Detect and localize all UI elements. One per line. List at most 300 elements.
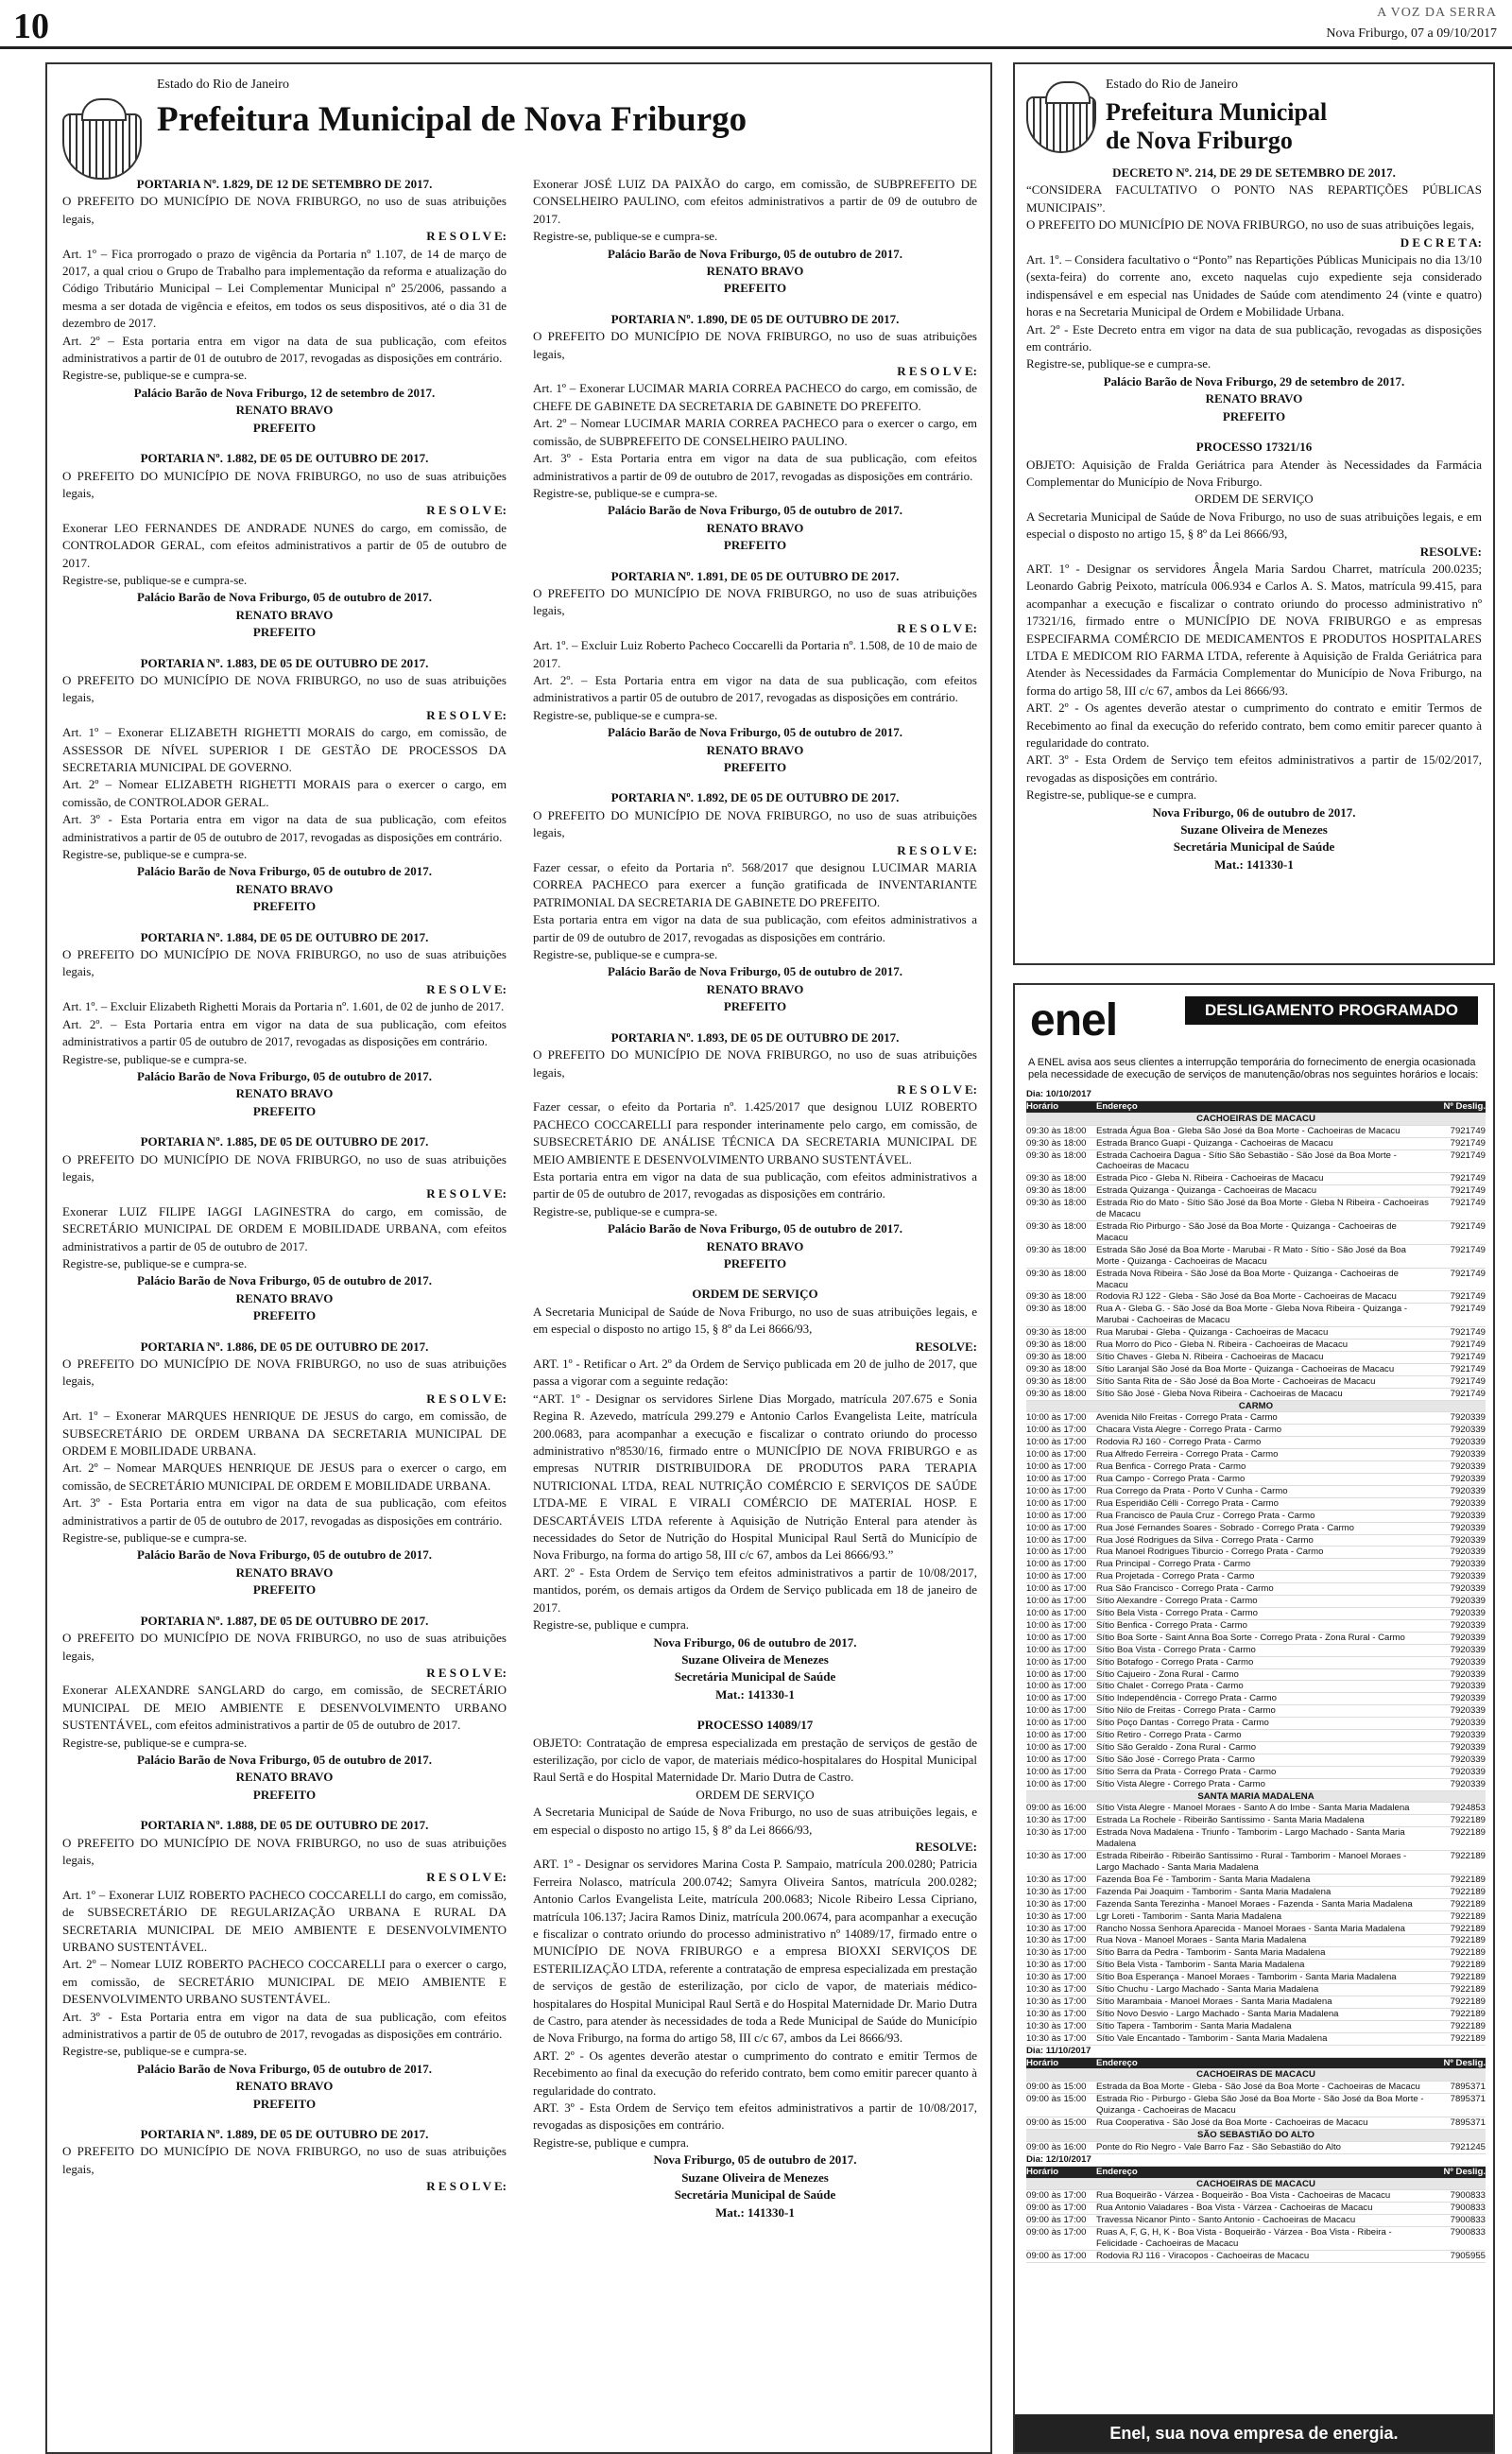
- outage-intro: A ENEL avisa aos seus clientes a interrupção temporária do fornecimento de energia ocasionada pela necessidade de execução de serviços de manutenção/obras nos seguintes horários e locais:: [1028, 1057, 1479, 1080]
- outage-address: Estrada Rio Pirburgo - São José da Boa Morte - Quizanga - Cachoeiras de Macacu: [1096, 1220, 1397, 1243]
- outage-number: 7921749: [1450, 1185, 1486, 1197]
- outage-row: [1026, 1498, 1486, 1511]
- notice-paragraph: PORTARIA Nº. 1.887, DE 05 DE OUTUBRO DE 2017.: [140, 1613, 429, 1628]
- notice-paragraph: Exonerar ALEXANDRE SANGLARD do cargo, em comissão, de SECRETÁRIO MUNICIPAL DE MEIO AMBIENTE E DESENVOLVIMENTO URBANO SUSTENTÁVEL, com efeitos administrativos a partir de 05 de outubro de 2017.: [62, 1683, 507, 1733]
- outage-address: Estrada Ribeirão - Ribeirão Santíssimo - Rural - Tamborim - Manoel Moraes - Largo Machado - Santa Maria Madalena: [1096, 1851, 1407, 1873]
- notice-paragraph: ART. 2º - Os agentes deverão atestar o cumprimento do contrato e emitir Termos de Recebimento ao final da execução do referido contrato, bem como emitir parecer quanto à regularidade do contrato.: [533, 2048, 977, 2098]
- notice-paragraph: RENATO BRAVO: [235, 607, 334, 622]
- outage-time: 09:30 às 18:00: [1026, 1173, 1087, 1184]
- outage-time: 10:00 às 17:00: [1026, 1522, 1087, 1533]
- outage-address: Fazenda Boa Fé - Tamborim - Santa Maria Madalena: [1096, 1874, 1311, 1885]
- outage-address: Rua Esperidião Célli - Corrego Prata - Carmo: [1096, 1497, 1280, 1509]
- outage-number: 7895371: [1450, 2082, 1486, 2093]
- outage-row: [1026, 2082, 1486, 2094]
- outage-number: 7920339: [1450, 1718, 1486, 1729]
- notice-paragraph: Secretária Municipal de Saúde: [674, 1669, 836, 1685]
- notice-paragraph: Art. 1º. – Considera facultativo o “Ponto” nas Repartições Públicas Municipais no dia 13/10 (sexta-feira) do corrente ano, exceto naquelas cujo expediente seja considerado indispensável e em especial nas Unidades de Saúde com atendimento 24 (vinte e quatro) horas e na Secretaria Municipal de Ordem e Mobilidade Urbana.: [1026, 252, 1482, 320]
- outage-time: 09:30 às 18:00: [1026, 1351, 1087, 1362]
- outage-number: 7922189: [1450, 1947, 1486, 1959]
- spacer: [533, 298, 977, 311]
- outage-time: 10:00 às 17:00: [1026, 1425, 1087, 1436]
- notice-paragraph: Fazer cessar, o efeito da Portaria nº. 1.425/2017 que designou LUIZ ROBERTO PACHECO COCCARELLI para responder interinamente pelo cargo, em comissão, de SUBSECRETÁRIO DE ANÁLISE TÉCNICA DA SECRETARIA MUNICIPAL DE MEIO AMBIENTE E DESENVOLVIMENTO URBANO SUSTENTÁVEL.: [533, 1099, 977, 1167]
- outage-time: 09:30 às 18:00: [1026, 1339, 1087, 1351]
- outage-number: 7922189: [1450, 1827, 1486, 1839]
- outage-address: Sítio Boa Vista - Corrego Prata - Carmo: [1096, 1644, 1256, 1655]
- outage-number: 7920339: [1450, 1644, 1486, 1655]
- outage-time: 09:00 às 17:00: [1026, 2227, 1087, 2238]
- outage-row: [1026, 1754, 1486, 1767]
- outage-time: 09:30 às 18:00: [1026, 1125, 1087, 1136]
- outage-time: 09:30 às 18:00: [1026, 1220, 1087, 1232]
- outage-number: 7921749: [1450, 1125, 1486, 1136]
- spacer: [62, 2113, 507, 2126]
- outage-number: 7921749: [1450, 1173, 1486, 1184]
- outage-number: 7920339: [1450, 1632, 1486, 1643]
- outage-time: 10:00 às 17:00: [1026, 1449, 1087, 1460]
- outage-time: 10:00 às 17:00: [1026, 1474, 1087, 1484]
- outage-time: 10:00 às 17:00: [1026, 1547, 1087, 1558]
- outage-number: 7905955: [1450, 2251, 1486, 2261]
- outage-address: Rua Alfredo Ferreira - Corrego Prata - Carmo: [1096, 1449, 1279, 1460]
- enel-slogan: Enel, sua nova empresa de energia.: [1015, 2414, 1493, 2452]
- notice-paragraph: Registre-se, publique-se e cumpra-se.: [533, 707, 718, 722]
- outage-city-group: [1026, 1401, 1486, 1413]
- notice-paragraph: Palácio Barão de Nova Friburgo, 05 de outubro de 2017.: [136, 590, 433, 605]
- outage-time: 10:00 às 17:00: [1026, 1754, 1087, 1765]
- notice-paragraph: OBJETO: Aquisição de Fralda Geriátrica para Atender às Necessidades da Farmácia Complementar do Município de Nova Friburgo.: [1026, 457, 1482, 489]
- notice-paragraph: ORDEM DE SERVIÇO: [696, 1787, 815, 1802]
- outage-row: [1026, 1960, 1486, 1972]
- notice-paragraph: R E S O L V E:: [897, 620, 977, 635]
- outage-number: 7922189: [1450, 1996, 1486, 2007]
- notice-paragraph: Exonerar LUIZ FILIPE IAGGI LAGINESTRA do cargo, em comissão, de SECRETÁRIO MUNICIPAL DE ORDEM E MOBILIDADE URBANA, com efeitos administrativos a partir de 05 de outubro de 2017.: [62, 1203, 507, 1253]
- outage-number: 7921749: [1450, 1244, 1486, 1255]
- outage-address: Rua A - Gleba G. - São José da Boa Morte - Gleba Nova Ribeira - Quizanga - Marubai - Cachoeiras de Macacu: [1096, 1304, 1408, 1326]
- notice-paragraph: OBJETO: Contratação de empresa especializada em prestação de serviços de gestão de esterilização, por ciclo de vapor, de materiais médico-hospitalares do Hospital Municipal Raul Sertã e do Hospital Maternidade Dr. Mario Dutra de Castro.: [533, 1735, 977, 1785]
- outage-table-header: [1026, 2058, 1486, 2070]
- outage-address: Sítio Nilo de Freitas - Corrego Prata - Carmo: [1096, 1705, 1276, 1717]
- outage-address: Estrada Pico - Gleba N. Ribeira - Cachoeiras de Macacu: [1096, 1173, 1324, 1184]
- spacer: [62, 1325, 507, 1339]
- notice-paragraph: PORTARIA Nº. 1.884, DE 05 DE OUTUBRO DE 2017.: [140, 929, 429, 944]
- notice-paragraph: Fazer cessar, o efeito da Portaria nº. 568/2017 que designou LUCIMAR MARIA CORREA PACHECO para exercer a função gratificada de INVENTARIANTE PATRIMONIAL DA SECRETARIA DE GABINETE DO PREFEITO.: [533, 860, 977, 909]
- outage-time: 10:00 às 17:00: [1026, 1412, 1087, 1424]
- notice-paragraph: PREFEITO: [252, 1582, 317, 1598]
- notice-paragraph: O PREFEITO DO MUNICÍPIO DE NOVA FRIBURGO, no uso de suas atribuições legais,: [62, 194, 507, 226]
- notice-paragraph: PORTARIA Nº. 1.883, DE 05 DE OUTUBRO DE 2017.: [140, 655, 429, 670]
- prefeitura-title: Prefeitura Municipal de Nova Friburgo: [157, 100, 747, 139]
- notice-paragraph: RENATO BRAVO: [706, 981, 804, 996]
- notice-paragraph: R E S O L V E:: [426, 707, 507, 722]
- outage-row: [1026, 1523, 1486, 1535]
- notice-paragraph: O PREFEITO DO MUNICÍPIO DE NOVA FRIBURGO, no uso de suas atribuições legais,: [62, 672, 507, 705]
- outage-time: 09:00 às 15:00: [1026, 2094, 1087, 2105]
- notice-paragraph: ART. 2º - Os agentes deverão atestar o cumprimento do contrato e emitir Termos de Recebimento ao final da execução do referido contrato, bem como emitir parecer quanto à regularidade do contrato.: [1026, 700, 1482, 750]
- outage-number: 7920339: [1450, 1412, 1486, 1424]
- outage-time: 10:00 às 17:00: [1026, 1437, 1087, 1448]
- notice-paragraph: O PREFEITO DO MUNICÍPIO DE NOVA FRIBURGO, no uso de suas atribuições legais,: [533, 329, 977, 361]
- outage-city-group: [1026, 1114, 1486, 1126]
- column-header: Endereço: [1096, 1100, 1138, 1112]
- outage-address: Estrada Nova Ribeira - São José da Boa Morte - Quizanga - Cachoeiras de Macacu: [1096, 1268, 1399, 1290]
- outage-address: Estrada Nova Madalena - Triunfo - Tamborim - Largo Machado - Santa Maria Madalena: [1096, 1827, 1405, 1850]
- notice-paragraph: RENATO BRAVO: [706, 742, 804, 757]
- notice-paragraph: Suzane Oliveira de Menezes: [681, 2169, 829, 2185]
- outage-row: [1026, 1608, 1486, 1620]
- notice-paragraph: Art. 3º - Esta Portaria entra em vigor na data de sua publicação, com efeitos administrativos a partir de 05 de outubro de 2017, revogadas as disposições em contrário.: [62, 2009, 507, 2042]
- outage-number: 7920339: [1450, 1596, 1486, 1607]
- notice-paragraph: Mat.: 141330-1: [715, 1686, 795, 1702]
- notice-paragraph: Art. 1º – Exonerar ELIZABETH RIGHETTI MORAIS do cargo, em comissão, de ASSESSOR DE NÍVEL SUPERIOR I DE GESTÃO DE PROCESSOS DA SECRETARIA MUNICIPAL DE GOVERNO.: [62, 725, 507, 774]
- outage-row: [1026, 2033, 1486, 2046]
- notice-paragraph: R E S O L V E:: [426, 2179, 507, 2194]
- outage-number: 7895371: [1450, 2117, 1486, 2129]
- outage-number: 7921749: [1450, 1375, 1486, 1387]
- outage-address: Sítio Retiro - Corrego Prata - Carmo: [1096, 1730, 1242, 1741]
- outage-time: 09:30 às 18:00: [1026, 1244, 1087, 1255]
- notice-paragraph: RENATO BRAVO: [706, 1238, 804, 1253]
- notice-paragraph: R E S O L V E:: [426, 229, 507, 244]
- column-header: Endereço: [1096, 2166, 1138, 2177]
- notice-paragraph: PREFEITO: [252, 1308, 317, 1323]
- outage-address: Rancho Nossa Senhora Aparecida - Manoel Moraes - Santa Maria Madalena: [1096, 1923, 1405, 1934]
- notice-paragraph: PORTARIA Nº. 1.889, DE 05 DE OUTUBRO DE 2017.: [140, 2127, 429, 2142]
- outage-row: [1026, 1474, 1486, 1486]
- notice-paragraph: PREFEITO: [252, 420, 317, 435]
- outage-time: 10:00 às 17:00: [1026, 1534, 1087, 1546]
- outage-address: Rua José Fernandes Soares - Sobrado - Corrego Prata - Carmo: [1096, 1522, 1355, 1533]
- outage-time: 09:00 às 15:00: [1026, 2082, 1087, 2093]
- outage-row: [1026, 1718, 1486, 1730]
- notice-paragraph: Secretária Municipal de Saúde: [674, 2187, 836, 2203]
- outage-row: [1026, 1851, 1486, 1875]
- outage-address: Sítio Cajueiro - Zona Rural - Carmo: [1096, 1668, 1239, 1680]
- notice-paragraph: Mat.: 141330-1: [1214, 856, 1294, 872]
- outage-number: 7920339: [1450, 1571, 1486, 1582]
- notice-paragraph: RENATO BRAVO: [235, 1770, 334, 1785]
- city-name: SÃO SEBASTIÃO DO ALTO: [1196, 2129, 1314, 2140]
- spacer: [533, 776, 977, 789]
- outage-address: Rodovia RJ 116 - Viracopos - Cachoeiras de Macacu: [1096, 2251, 1310, 2261]
- notice-paragraph: PROCESSO 17321/16: [1195, 440, 1313, 455]
- notice-paragraph: PREFEITO: [723, 281, 787, 296]
- outage-number: 7920339: [1450, 1559, 1486, 1570]
- notice-paragraph: PREFEITO: [252, 899, 317, 914]
- notice-paragraph: PREFEITO: [252, 1787, 317, 1802]
- outage-row: [1026, 1198, 1486, 1221]
- outage-address: Sítio Chuchu - Largo Machado - Santa Maria Madalena: [1096, 1984, 1319, 1996]
- outage-address: Rua São Francisco - Corrego Prata - Carmo: [1096, 1583, 1274, 1595]
- notice-paragraph: O PREFEITO DO MUNICÍPIO DE NOVA FRIBURGO, no uso de suas atribuições legais,: [62, 1631, 507, 1663]
- notice-paragraph: PORTARIA Nº. 1.890, DE 05 DE OUTUBRO DE 2017.: [610, 311, 900, 326]
- notice-paragraph: PREFEITO: [252, 625, 317, 640]
- outage-number: 7921749: [1450, 1268, 1486, 1279]
- notice-paragraph: Registre-se, publique-se e cumpra-se.: [62, 1255, 248, 1270]
- outage-time: 10:30 às 17:00: [1026, 2032, 1087, 2044]
- outage-row: [1026, 1583, 1486, 1596]
- outage-day-label: Dia: 12/10/2017: [1026, 2153, 1091, 2165]
- outage-row: [1026, 1633, 1486, 1645]
- outage-row: [1026, 1730, 1486, 1742]
- notice-paragraph: “CONSIDERA FACULTATIVO O PONTO NAS REPARTIÇÕES PÚBLICAS MUNICIPAIS”.: [1026, 182, 1482, 215]
- notice-paragraph: Palácio Barão de Nova Friburgo, 05 de outubro de 2017.: [607, 503, 903, 518]
- outage-number: 7920339: [1450, 1607, 1486, 1618]
- outage-time: 10:00 às 17:00: [1026, 1461, 1087, 1473]
- outage-row: [1026, 1126, 1486, 1138]
- outage-city-group: [1026, 2179, 1486, 2191]
- outage-row: [1026, 2215, 1486, 2227]
- outage-row: [1026, 1327, 1486, 1339]
- city-name: CACHOEIRAS DE MACACU: [1196, 2178, 1315, 2189]
- outage-number: 7920339: [1450, 1778, 1486, 1789]
- outage-row: [1026, 2251, 1486, 2263]
- outage-row: [1026, 1947, 1486, 1960]
- outage-address: Estrada São José da Boa Morte - Marubai - R Mato - Sítio - São José da Boa Morte - Quizanga - Cachoeiras de Macacu: [1096, 1244, 1406, 1267]
- outage-day: [1026, 2046, 1486, 2058]
- outage-time: 10:00 às 17:00: [1026, 1607, 1087, 1618]
- notice-paragraph: R E S O L V E:: [897, 1081, 977, 1097]
- notice-paragraph: O PREFEITO DO MUNICÍPIO DE NOVA FRIBURGO, no uso de suas atribuições legais,: [62, 468, 507, 500]
- column-header: Nº Deslig.: [1443, 1100, 1486, 1112]
- outage-number: 7920339: [1450, 1474, 1486, 1484]
- outage-row: [1026, 1389, 1486, 1401]
- notice-paragraph: Nova Friburgo, 05 de outubro de 2017.: [653, 2152, 857, 2168]
- notice-paragraph: ART. 1º - Designar os servidores Ângela Maria Sardou Charret, matrícula 200.0235; Leonardo Gabrig Peixoto, matrícula 006.934 e Carlos A. S. Matos, matrícula 99.415, para acompanhar a execução e fiscalizar o contrato oriundo do processo administrativo nº 17321/16, firmado entre o MUNICÍPIO DE NOVA FRIBURGO e as empresas ESPECIFARMA COMÉRCIO DE MEDICAMENTOS E PRODUTOS HOSPITALARES LTDA E MEDICOM RIO FARMA LTDA, referente à Aquisição de Fralda Geriátrica para Atender às Necessidades da Farmácia Complementar do Município de Nova Friburgo, na forma do artigo 58, III c/c 67, ambos da Lei 8666/93.: [1026, 561, 1482, 698]
- notice-paragraph: Palácio Barão de Nova Friburgo, 05 de outubro de 2017.: [136, 864, 433, 879]
- outage-number: 7922189: [1450, 1935, 1486, 1946]
- notice-paragraph: PREFEITO: [723, 760, 787, 774]
- outage-number: 7922189: [1450, 1886, 1486, 1897]
- outage-time: 09:30 às 18:00: [1026, 1363, 1087, 1374]
- outage-row: [1026, 1449, 1486, 1461]
- outage-time: 10:00 às 17:00: [1026, 1668, 1087, 1680]
- notice-paragraph: RESOLVE:: [1419, 544, 1482, 559]
- outage-address: Estrada Água Boa - Gleba São José da Boa Morte - Cachoeiras de Macacu: [1096, 1125, 1400, 1136]
- notice-paragraph: Mat.: 141330-1: [715, 2204, 795, 2220]
- notice-paragraph: O PREFEITO DO MUNICÍPIO DE NOVA FRIBURGO, no uso de suas atribuições legais,: [1026, 217, 1475, 233]
- outage-number: 7922189: [1450, 2008, 1486, 2019]
- outage-time: 09:30 às 18:00: [1026, 1291, 1087, 1303]
- outage-number: 7900833: [1450, 2215, 1486, 2226]
- notice-paragraph: Registre-se, publique-se e cumpra-se.: [62, 1051, 248, 1066]
- outage-address: Sítio Chaves - Gleba N. Ribeira - Cachoeiras de Macacu: [1096, 1351, 1324, 1362]
- notice-paragraph: ART. 1º - Retificar o Art. 2º da Ordem de Serviço publicada em 20 de julho de 2017, que passa a vigorar com a seguinte redação:: [533, 1357, 977, 1389]
- column-right: [533, 176, 977, 2221]
- outage-row: [1026, 1645, 1486, 1657]
- edition-date: Nova Friburgo, 07 a 09/10/2017: [1326, 26, 1497, 41]
- notice-paragraph: DECRETO Nº. 214, DE 29 DE SETEMBRO DE 2017.: [1112, 165, 1396, 180]
- outage-time: 10:30 às 17:00: [1026, 1827, 1087, 1839]
- notice-paragraph: Art. 1º – Exonerar LUIZ ROBERTO PACHECO COCCARELLI do cargo, em comissão, de SUBSECRETÁRIO DE REGULARIZAÇÃO URBANA E RURAL DA SECRETARIA MUNICIPAL DE MEIO AMBIENTE E DESENVOLVIMENTO URBANO SUSTENTÁVEL.: [62, 1887, 507, 1954]
- notice-paragraph: R E S O L V E:: [426, 1186, 507, 1201]
- notice-paragraph: Palácio Barão de Nova Friburgo, 05 de outubro de 2017.: [607, 246, 903, 261]
- outage-address: Sítio Serra da Prata - Corrego Prata - Carmo: [1096, 1766, 1277, 1777]
- outage-address: Ponte do Rio Negro - Vale Barro Faz - São Sebastião do Alto: [1096, 2141, 1341, 2152]
- outage-time: 10:00 às 17:00: [1026, 1619, 1087, 1631]
- outage-address: Rua Nova - Manoel Moraes - Santa Maria Madalena: [1096, 1935, 1307, 1946]
- outage-number: 7922189: [1450, 1923, 1486, 1934]
- prefeitura-title-line1: Prefeitura Municipal: [1106, 98, 1328, 126]
- outage-number: 7922189: [1450, 2032, 1486, 2044]
- outage-number: 7921749: [1450, 1388, 1486, 1399]
- outage-time: 10:00 às 17:00: [1026, 1778, 1087, 1789]
- notice-paragraph: PORTARIA Nº. 1.885, DE 05 DE OUTUBRO DE 2017.: [140, 1134, 429, 1149]
- outage-time: 10:00 às 17:00: [1026, 1485, 1087, 1496]
- outage-row: [1026, 1681, 1486, 1693]
- outage-number: 7924853: [1450, 1803, 1486, 1814]
- outage-table: [1026, 1089, 1486, 2263]
- outage-time: 10:00 às 17:00: [1026, 1571, 1087, 1582]
- outage-number: 7922189: [1450, 1972, 1486, 1983]
- notice-paragraph: Palácio Barão de Nova Friburgo, 05 de outubro de 2017.: [607, 725, 903, 740]
- outage-number: 7920339: [1450, 1547, 1486, 1558]
- outage-address: Sítio Benfica - Corrego Prata - Carmo: [1096, 1619, 1247, 1631]
- outage-row: [1026, 1827, 1486, 1851]
- outage-address: Travessa Nicanor Pinto - Santo Antonio - Cachoeiras de Macacu: [1096, 2215, 1356, 2226]
- outage-number: 7920339: [1450, 1485, 1486, 1496]
- column-header: Nº Deslig.: [1443, 2057, 1486, 2068]
- notice-paragraph: ART. 3º - Esta Ordem de Serviço tem efeitos administrativos a partir de 15/02/2017, revogadas as disposições em contrário.: [1026, 752, 1482, 785]
- outage-time: 09:30 às 18:00: [1026, 1304, 1087, 1315]
- outage-time: 10:00 às 17:00: [1026, 1497, 1087, 1509]
- outage-number: 7920339: [1450, 1705, 1486, 1717]
- outage-address: Sítio Santa Rita de - São José da Boa Morte - Cachoeiras de Macacu: [1096, 1375, 1376, 1387]
- outage-address: Rua Francisco de Paula Cruz - Corrego Prata - Carmo: [1096, 1510, 1315, 1521]
- notice-paragraph: Suzane Oliveira de Menezes: [1180, 822, 1328, 838]
- outage-row: [1026, 1705, 1486, 1718]
- outage-address: Sítio Novo Desvio - Largo Machado - Santa Maria Madalena: [1096, 2008, 1339, 2019]
- outage-time: 10:30 às 17:00: [1026, 1874, 1087, 1885]
- outage-banner: DESLIGAMENTO PROGRAMADO: [1185, 996, 1478, 1025]
- notice-paragraph: Registre-se, publique-se e cumpra-se.: [62, 2044, 248, 2059]
- notice-paragraph: A Secretaria Municipal de Saúde de Nova Friburgo, no uso de suas atribuições legais, e em especial o disposto no artigo 15, § 8º da Lei 8666/93,: [1026, 509, 1482, 542]
- outage-number: 7920339: [1450, 1668, 1486, 1680]
- outage-address: Rua Projetada - Corrego Prata - Carmo: [1096, 1571, 1255, 1582]
- outage-number: 7920339: [1450, 1681, 1486, 1692]
- outage-address: Estrada Quizanga - Quizanga - Cachoeiras de Macacu: [1096, 1185, 1317, 1197]
- outage-number: 7922189: [1450, 1898, 1486, 1910]
- outage-time: 10:00 às 17:00: [1026, 1632, 1087, 1643]
- outage-row: [1026, 1911, 1486, 1924]
- outage-number: 7921749: [1450, 1291, 1486, 1303]
- notice-paragraph: PORTARIA Nº. 1.882, DE 05 DE OUTUBRO DE 2017.: [140, 451, 429, 466]
- outage-table-header: [1026, 2167, 1486, 2179]
- notice-paragraph: Palácio Barão de Nova Friburgo, 05 de outubro de 2017.: [136, 2061, 433, 2076]
- outage-row: [1026, 2117, 1486, 2130]
- outage-row: [1026, 1559, 1486, 1571]
- notice-paragraph: Palácio Barão de Nova Friburgo, 05 de outubro de 2017.: [136, 1752, 433, 1767]
- outage-number: 7922189: [1450, 1874, 1486, 1885]
- notice-paragraph: Palácio Barão de Nova Friburgo, 12 de setembro de 2017.: [133, 385, 436, 400]
- notice-paragraph: R E S O L V E:: [426, 1665, 507, 1680]
- notice-paragraph: PORTARIA Nº. 1.829, DE 12 DE SETEMBRO DE 2017.: [136, 177, 433, 191]
- prefeitura-title-line2: de Nova Friburgo: [1106, 127, 1293, 154]
- notice-paragraph: RENATO BRAVO: [235, 1564, 334, 1580]
- column-header: Horário: [1026, 2166, 1059, 2177]
- outage-address: Sítio Laranjal São José da Boa Morte - Quizanga - Cachoeiras de Macacu: [1096, 1363, 1395, 1374]
- outage-address: Sítio Vale Encantado - Tamborim - Santa Maria Madalena: [1096, 2032, 1328, 2044]
- notice-paragraph: Registre-se, publique e cumpra.: [533, 1617, 689, 1633]
- column-left: [62, 176, 507, 2196]
- notice-paragraph: Art. 1º. – Excluir Elizabeth Righetti Morais da Portaria nº. 1.601, de 02 de junho de 2017.: [62, 999, 505, 1014]
- notice-paragraph: Palácio Barão de Nova Friburgo, 05 de outubro de 2017.: [607, 964, 903, 979]
- outage-row: [1026, 1461, 1486, 1474]
- outage-number: 7920339: [1450, 1730, 1486, 1741]
- outage-address: Avenida Nilo Freitas - Corrego Prata - Carmo: [1096, 1412, 1278, 1424]
- notice-paragraph: Registre-se, publique-se e cumpra-se.: [533, 947, 718, 962]
- outage-row: [1026, 1996, 1486, 2009]
- column-header: Endereço: [1096, 2057, 1138, 2068]
- outage-number: 7920339: [1450, 1497, 1486, 1509]
- outage-address: Fazenda Santa Terezinha - Manoel Moraes - Fazenda - Santa Maria Madalena: [1096, 1898, 1413, 1910]
- notice-paragraph: PORTARIA Nº. 1.886, DE 05 DE OUTUBRO DE 2017.: [140, 1339, 429, 1354]
- outage-number: 7920339: [1450, 1461, 1486, 1473]
- outage-row: [1026, 1185, 1486, 1198]
- notice-paragraph: R E S O L V E:: [897, 842, 977, 857]
- outage-time: 10:00 às 17:00: [1026, 1730, 1087, 1741]
- outage-number: 7920339: [1450, 1741, 1486, 1753]
- notice-paragraph: R E S O L V E:: [426, 1870, 507, 1885]
- notice-paragraph: Art. 2º - Este Decreto entra em vigor na data de sua publicação, revogadas as disposições em contrário.: [1026, 321, 1482, 354]
- outage-city-group: [1026, 1791, 1486, 1804]
- outage-row: [1026, 1875, 1486, 1887]
- outage-row: [1026, 1486, 1486, 1498]
- notice-paragraph: Exonerar LEO FERNANDES DE ANDRADE NUNES do cargo, em comissão, de CONTROLADOR GERAL, com efeitos administrativos a partir de 05 de outubro de 2017.: [62, 520, 507, 570]
- outage-row: [1026, 1815, 1486, 1827]
- outage-address: Rua Boqueirão - Várzea - Boqueirão - Boa Vista - Cachoeiras de Macacu: [1096, 2190, 1391, 2202]
- outage-number: 7921749: [1450, 1304, 1486, 1315]
- outage-row: [1026, 2009, 1486, 2021]
- outage-day-label: Dia: 11/10/2017: [1026, 2045, 1091, 2056]
- notice-paragraph: O PREFEITO DO MUNICÍPIO DE NOVA FRIBURGO, no uso de suas atribuições legais,: [62, 1151, 507, 1184]
- outage-time: 09:00 às 17:00: [1026, 2251, 1087, 2261]
- outage-city-group: [1026, 2069, 1486, 2082]
- notice-paragraph: Registre-se, publique e cumpra.: [533, 2134, 689, 2150]
- outage-address: Rua Antonio Valadares - Boa Vista - Várzea - Cachoeiras de Macacu: [1096, 2203, 1373, 2214]
- outage-row: [1026, 1767, 1486, 1779]
- publication-name: A VOZ DA SERRA: [1377, 6, 1497, 20]
- outage-address: Estrada Rio - Pirburgo - Gleba São José da Boa Morte - São José da Boa Morte - Quizanga - Cachoeiras de Macacu: [1096, 2094, 1424, 2117]
- outage-number: 7921749: [1450, 1198, 1486, 1209]
- notice-paragraph: Art. 2º. – Esta Portaria entra em vigor na data de sua publicação, com efeitos administrativos a partir 05 de outubro de 2017, revogadas as disposições em contrário.: [62, 1016, 507, 1049]
- outage-row: [1026, 1291, 1486, 1304]
- column-header: Horário: [1026, 2057, 1059, 2068]
- notice-paragraph: O PREFEITO DO MUNICÍPIO DE NOVA FRIBURGO, no uso de suas atribuições legais,: [533, 1047, 977, 1080]
- column-header: Horário: [1026, 1100, 1059, 1112]
- notice-paragraph: PREFEITO: [723, 1255, 787, 1270]
- notice-paragraph: RENATO BRAVO: [235, 1290, 334, 1305]
- outage-address: Estrada Cachoeira Dagua - Sítio São Sebastião - São José da Boa Morte - Cachoeiras de Macacu: [1096, 1149, 1397, 1172]
- outage-address: Rua Manoel Rodrigues Tiburcio - Corrego Prata - Carmo: [1096, 1547, 1324, 1558]
- outage-time: 10:30 às 17:00: [1026, 1815, 1087, 1826]
- outage-row: [1026, 1425, 1486, 1437]
- notice-paragraph: RENATO BRAVO: [706, 264, 804, 279]
- outage-table-header: [1026, 1101, 1486, 1114]
- outage-time: 09:00 às 17:00: [1026, 2190, 1087, 2202]
- notice-paragraph: Registre-se, publique-se e cumpra-se.: [62, 572, 248, 587]
- outage-number: 7920339: [1450, 1449, 1486, 1460]
- outage-time: 09:30 às 18:00: [1026, 1388, 1087, 1399]
- outage-number: 7920339: [1450, 1522, 1486, 1533]
- outage-address: Rua Benfica - Corrego Prata - Carmo: [1096, 1461, 1246, 1473]
- outage-address: Rua Cooperativa - São José da Boa Morte - Cachoeiras de Macacu: [1096, 2117, 1368, 2129]
- column-header: Nº Deslig.: [1443, 2166, 1486, 2177]
- enel-logo: enel: [1030, 995, 1118, 1046]
- enel-outage-box: [1013, 983, 1495, 2454]
- outage-time: 09:30 às 18:00: [1026, 1268, 1087, 1279]
- outage-number: 7920339: [1450, 1583, 1486, 1595]
- notice-paragraph: PORTARIA Nº. 1.888, DE 05 DE OUTUBRO DE 2017.: [140, 1818, 429, 1833]
